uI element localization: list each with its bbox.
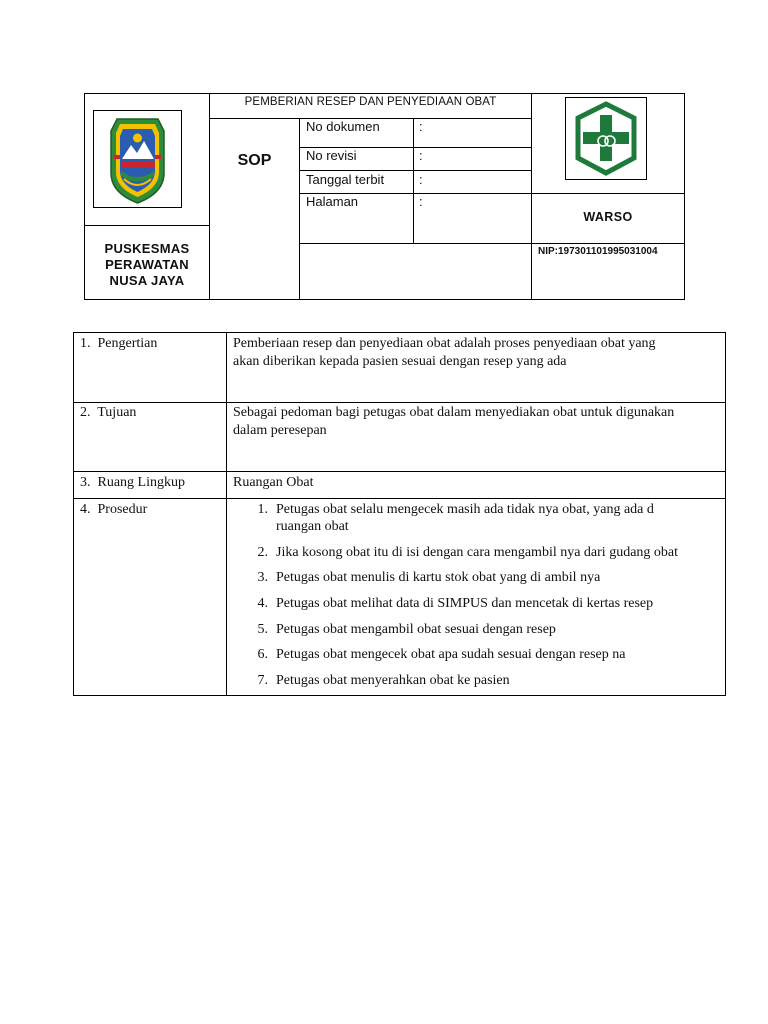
pengertian-line-2: akan diberikan kepada pasien sesuai dengan resep yang ada: [233, 354, 567, 369]
org-name: [85, 241, 209, 289]
step-text: Petugas obat mengecek obat apa sudah sesuai dengan resep na: [276, 647, 626, 662]
org-name-line-3: NUSA JAYA: [109, 273, 185, 288]
step-text: Jika kosong obat itu di isi dengan cara mengambil nya dari gudang obat: [276, 545, 679, 560]
tujuan-line-2: dalam peresepan: [233, 423, 327, 438]
step-number: 3.: [257, 570, 268, 585]
meta-value-no-dokumen: :: [419, 119, 423, 134]
step-text: Petugas obat mengambil obat sesuai dengan resep: [276, 622, 556, 637]
sop-label: SOP: [237, 152, 272, 169]
meta-label-no-dokumen: No dokumen: [306, 119, 380, 134]
step-number: 7.: [257, 673, 268, 688]
step-number: 2.: [257, 545, 268, 560]
regional-emblem-icon: [94, 111, 181, 207]
row-text-ruang-lingkup: Ruangan Obat: [233, 475, 314, 490]
step-text-cont: ruangan obat: [276, 519, 349, 534]
step-number: 6.: [257, 647, 268, 662]
org-name-line-2: PERAWATAN: [105, 257, 189, 272]
meta-value-halaman: :: [419, 194, 423, 209]
signatory-name: WARSO: [583, 210, 633, 224]
meta-label-halaman: Halaman: [306, 194, 359, 209]
row-text-pengertian: [233, 335, 723, 371]
step-text: Petugas obat menulis di kartu stok obat yang di ambil nya: [276, 570, 601, 585]
row-label-tujuan: 2. Tujuan: [80, 405, 137, 420]
pengertian-line-1: Pemberiaan resep dan penyediaan obat adalah proses penyediaan obat yang: [233, 336, 656, 351]
meta-value-tanggal-terbit: :: [419, 172, 423, 187]
org-name-line-1: PUSKESMAS: [104, 241, 190, 256]
step-text: Petugas obat selalu mengecek masih ada tidak nya obat, yang ada d: [276, 502, 654, 517]
puskesmas-logo-icon: [566, 98, 646, 179]
step-number: 1.: [257, 502, 268, 517]
row-label-prosedur: 4. Prosedur: [80, 502, 148, 517]
procedure-steps: [246, 501, 724, 691]
right-logo-frame: [565, 97, 647, 180]
step-text: Petugas obat melihat data di SIMPUS dan mencetak di kertas resep: [276, 596, 654, 611]
meta-label-tanggal-terbit: Tanggal terbit: [306, 172, 385, 187]
meta-value-no-revisi: :: [419, 148, 423, 163]
meta-label-no-revisi: No revisi: [306, 148, 357, 163]
step-number: 5.: [257, 622, 268, 637]
left-logo-frame: [93, 110, 182, 208]
step-text: Petugas obat menyerahkan obat ke pasien: [276, 673, 510, 688]
row-label-pengertian: 1. Pengertian: [80, 336, 158, 351]
signatory-nip: NIP:197301101995031004: [538, 246, 658, 257]
row-label-ruang-lingkup: 3. Ruang Lingkup: [80, 475, 185, 490]
tujuan-line-1: Sebagai pedoman bagi petugas obat dalam menyediakan obat untuk digunakan: [233, 405, 675, 420]
step-number: 4.: [257, 596, 268, 611]
document-title: PEMBERIAN RESEP DAN PENYEDIAAN OBAT: [244, 96, 497, 108]
row-text-tujuan: [233, 404, 723, 440]
